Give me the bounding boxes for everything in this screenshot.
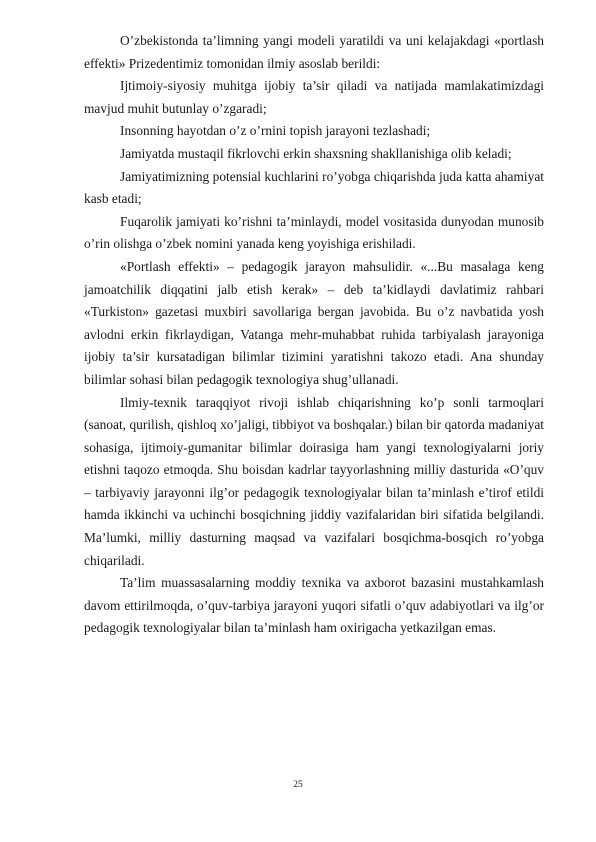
paragraph-effect-2: Insonning hayotdan o’z o’rnini topish jarayoni tezlashadi; — [120, 123, 431, 139]
paragraph-effect-5: Fuqarolik jamiyati ko’rishni ta’minlaydi, model vositasida dunyodan munosib o’rin olishga o’zbek nomini yanada keng yoyishiga erishiladi. — [84, 213, 544, 252]
paragraph-effect-3: Jamiyatda mustaqil fikrlovchi erkin shaxsning shakllanishiga olib keladi; — [120, 145, 512, 161]
paragraph-portlash-effekti: «Portlash effekti» – pedagogik jarayon mahsulidir. «...Bu masalaga keng jamoatchilik diqqatini jalb etish kerak» – deb ta’kidlaydi davlatimiz rahbari «Turkiston» gazetasi muxbiri savollariga bergan javobida. Bu o’z navbatida yosh avlodni erkin fikrlaydigan, Vatanga mehr-muhabbat ruhida tarbiyalash jarayoniga ijobiy ta’sir kursatadigan bilimlar tizimini yaratishni takozo etadi. Ana shunday bilimlar sohasi bilan pedagogik texnologiya shug’ullanadi. — [84, 258, 544, 387]
document-body — [84, 30, 544, 640]
paragraph-education-institutions: Ta’lim muassasalarning moddiy texnika va axborot bazasini mustahkamlash davom ettirilmoqda, o’quv-tarbiya jarayoni yuqori sifatli o’quv adabiyotlari va ilg’or pedagogik texnologiyalar bilan ta’minlash ham oxirigacha yetkazilgan emas. — [84, 575, 544, 636]
page-number: 25 — [293, 780, 303, 790]
paragraph-intro: O’zbekistonda ta’limning yangi modeli yaratildi va uni kelajakdagi «portlash effekti» Prizedentimiz tomonidan ilmiy asoslab berildi: — [84, 33, 544, 71]
paragraph-effect-4: Jamiyatimizning potensial kuchlarini ro’yobga chiqarishda juda katta ahamiyat kasb etadi; — [84, 168, 544, 207]
paragraph-scientific-progress: Ilmiy-texnik taraqqiyot rivoji ishlab chiqarishning ko’p sonli tarmoqlari (sanoat, qurilish, qishloq xo’jaligi, tibbiyot va boshqalar.) bilan bir qatorda madaniyat sohasiga, ijtimoiy-gumanitar bilimlar doirasiga ham yangi texnologiyalarni joriy etishni taqozo etmoqda. Shu boisdan kadrlar tayyorlashning milliy dasturida «O’quv – tarbiyaviy jarayonni ilg’or pedagogik texnologiyalar bilan ta’minlash e’tirof etildi hamda ikkinchi va uchinchi bosqichning jiddiy vazifalaridan biri sifatida belgilandi. Ma’lumki, milliy dasturning maqsad va vazifalari bosqichma-bosqich ro’yobga chiqariladi. — [84, 394, 544, 568]
paragraph-effect-1: Ijtimoiy-siyosiy muhitga ijobiy ta’sir qiladi va natijada mamlakatimizdagi mavjud muhit butunlay o’zgaradi; — [84, 78, 544, 116]
